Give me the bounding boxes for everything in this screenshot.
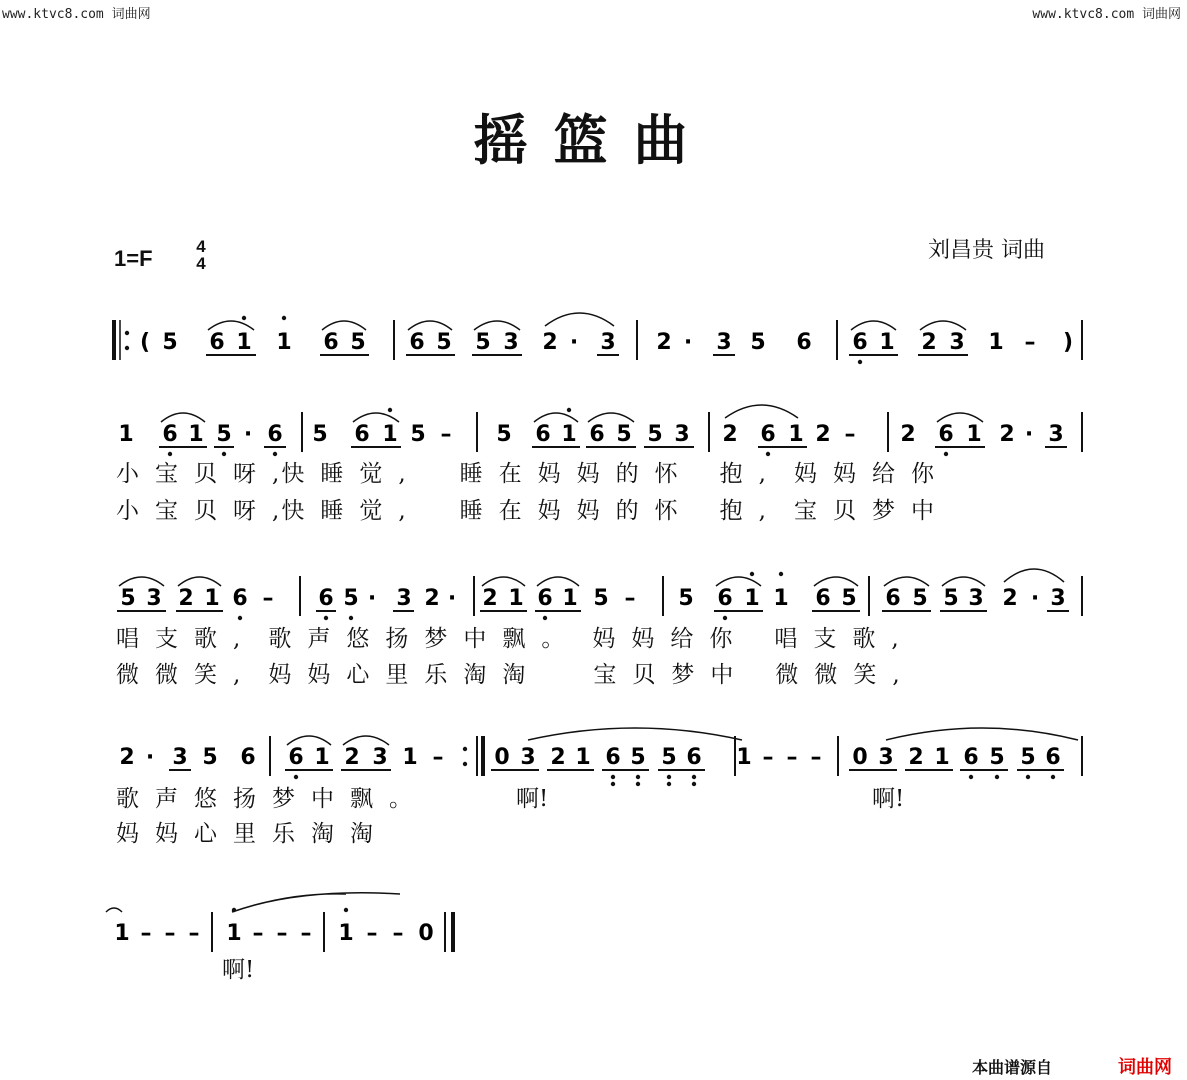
note-row4: 2 [550,745,566,770]
slur [814,577,858,586]
note-row5: – [140,921,152,946]
note-row4: 6 [605,745,621,770]
slur [322,321,366,330]
note-row1: 5 [436,330,452,355]
note-row4: 5 [202,745,218,770]
repeat-dot [463,762,467,766]
note-row1: 6 [409,330,425,355]
footer-source: 本曲谱源自 [972,1058,1053,1077]
key-signature: 1=F [114,246,153,271]
slur [474,321,520,330]
time-top: 4 [196,237,206,256]
note-row5: – [300,921,312,946]
slur [353,413,399,422]
note-row3: 5 [678,586,694,611]
note-row2: 5 [616,422,632,447]
note-row4: 3 [878,745,894,770]
note-row4: · [145,745,155,770]
note-row1: 2 [542,330,558,355]
note-row3: 5 [943,586,959,611]
octave-dot [667,782,671,786]
note-row1: 6 [209,330,225,355]
octave-dot [611,775,615,779]
note-row2: 1 [382,422,398,447]
note-row3: 3 [1050,586,1066,611]
slur [886,728,1078,740]
lyrics-ah-3: 啊! [222,957,255,983]
note-row2: 5 [312,422,328,447]
note-row2: · [243,422,253,447]
slur [1004,569,1064,582]
note-row2: 6 [267,422,283,447]
octave-dot [168,452,172,456]
octave-dot [858,360,862,364]
note-row1: 6 [852,330,868,355]
octave-dot [779,572,783,576]
slur [537,577,579,586]
slur [937,413,983,422]
repeat-dot [125,331,129,335]
octave-dot [723,616,727,620]
octave-dot [995,775,999,779]
slur [716,577,761,586]
octave-dot [750,572,754,576]
note-row3: 6 [717,586,733,611]
note-row2: 6 [162,422,178,447]
note-row1: 1 [879,330,895,355]
slur [208,321,254,330]
note-row5: 0 [418,921,434,946]
octave-dot [344,908,348,912]
note-row2: 1 [966,422,982,447]
slur [119,577,164,586]
octave-dot [636,775,640,779]
note-row3: 5 [912,586,928,611]
author-credit: 刘昌贵 词曲 [928,238,1045,263]
note-row1: · [683,330,693,355]
slur [534,413,578,422]
lyrics-line-2a: 小 宝 贝 呀 ,快 睡 觉 , 睡 在 妈 妈 的 怀 抱 , 妈 妈 给 你 [116,461,934,487]
note-row2: 2 [722,422,738,447]
note-row3: 5 [593,586,609,611]
note-row2: 6 [589,422,605,447]
note-row2: · [1024,422,1034,447]
note-row1: 3 [949,330,965,355]
note-row4: – [810,745,822,770]
repeat-dot [463,747,467,751]
octave-dot [543,616,547,620]
note-row1: 1 [988,330,1004,355]
note-row2: 2 [900,422,916,447]
note-row5: – [276,921,288,946]
note-row1: 3 [503,330,519,355]
octave-dot [282,316,286,320]
note-row2: 3 [674,422,690,447]
note-row3: · [447,586,457,611]
note-row1: 3 [716,330,732,355]
octave-dot [636,782,640,786]
note-row3: 1 [773,586,789,611]
octave-dot [944,452,948,456]
note-row2: – [844,422,856,447]
octave-dot [349,616,353,620]
octave-dot [273,452,277,456]
slur [408,321,452,330]
lyrics-ah-2: 啊! [872,786,905,812]
note-row3: 1 [204,586,220,611]
note-row2: 1 [118,422,134,447]
note-row3: · [1030,586,1040,611]
note-row1: – [1024,330,1036,355]
octave-dot [969,775,973,779]
note-row3: 5 [343,586,359,611]
note-row3: 1 [508,586,524,611]
lyrics-line-3b: 微 微 笑 , 妈 妈 心 里 乐 淘 淘 宝 贝 梦 中 微 微 笑 , [116,662,900,688]
note-row5: 1 [226,921,242,946]
note-row4: 3 [172,745,188,770]
note-row2: 1 [188,422,204,447]
slur [106,908,122,912]
note-row2: 3 [1048,422,1064,447]
note-row4: 6 [1045,745,1061,770]
note-row5: – [188,921,200,946]
repeat-dot [125,346,129,350]
octave-dot [222,452,226,456]
note-row3: 3 [146,586,162,611]
note-row3: – [262,586,274,611]
octave-dot [766,452,770,456]
lyrics-ah-1: 啊! [516,786,549,812]
slur [588,413,634,422]
slur [178,577,221,586]
slur [920,321,966,330]
note-row4: 0 [494,745,510,770]
note-row2: 5 [647,422,663,447]
note-row4: 1 [736,745,752,770]
note-row3: 5 [120,586,136,611]
note-row1: 5 [750,330,766,355]
octave-dot [1026,775,1030,779]
octave-dot [388,408,392,412]
note-row5: – [252,921,264,946]
note-row3: 6 [537,586,553,611]
note-row1: 1 [236,330,252,355]
note-row2: 5 [410,422,426,447]
note-row4: 1 [934,745,950,770]
song-title: 摇篮曲 [473,108,714,172]
note-row1: 2 [656,330,672,355]
note-row1: · [569,330,579,355]
note-row2: 1 [561,422,577,447]
note-row4: 6 [963,745,979,770]
note-row1: 5 [162,330,178,355]
note-row4: 2 [908,745,924,770]
paren: ) [1062,330,1074,355]
lyrics-line-3a: 唱 支 歌 , 歌 声 悠 扬 梦 中 飘 。 妈 妈 给 你 唱 支 歌 , [116,626,899,652]
octave-dot [692,782,696,786]
time-bottom: 4 [196,254,206,273]
note-row4: 1 [314,745,330,770]
slur [287,736,331,745]
watermark-right: www.ktvc8.com 词曲网 [1032,7,1181,22]
note-row3: 1 [562,586,578,611]
slur [851,321,896,330]
note-row5: 1 [114,921,130,946]
lyrics-line-2b: 小 宝 贝 呀 ,快 睡 觉 , 睡 在 妈 妈 的 怀 抱 , 宝 贝 梦 中 [116,498,934,524]
slur [545,313,614,326]
slur [161,413,205,422]
note-row4: 5 [989,745,1005,770]
watermark-left: www.ktvc8.com 词曲网 [2,7,151,22]
note-row3: 2 [178,586,194,611]
note-row4: 1 [575,745,591,770]
note-row2: 2 [815,422,831,447]
lyrics-line-4b: 妈 妈 心 里 乐 淘 淘 [116,821,373,847]
note-row5: – [392,921,404,946]
note-row5: 1 [338,921,354,946]
note-row3: 6 [232,586,248,611]
note-row1: 6 [796,330,812,355]
note-row4: 5 [1020,745,1036,770]
note-row4: 5 [630,745,646,770]
note-row1: 5 [350,330,366,355]
note-row4: 6 [686,745,702,770]
octave-dot [611,782,615,786]
note-row4: – [786,745,798,770]
octave-dot [324,616,328,620]
slur [482,577,525,586]
note-row5: – [164,921,176,946]
note-row2: 2 [999,422,1015,447]
note-row4: 6 [288,745,304,770]
octave-dot [567,408,571,412]
slur [725,405,798,418]
slur [343,736,389,745]
octave-dot [667,775,671,779]
note-row4: – [432,745,444,770]
note-row4: 3 [372,745,388,770]
note-row4: – [762,745,774,770]
note-row3: · [367,586,377,611]
note-row3: 2 [482,586,498,611]
note-row2: 6 [760,422,776,447]
note-row2: 1 [788,422,804,447]
note-row4: 2 [344,745,360,770]
note-row2: 5 [216,422,232,447]
note-row3: 3 [968,586,984,611]
note-row3: 6 [885,586,901,611]
note-row3: 6 [318,586,334,611]
note-row2: 6 [354,422,370,447]
lyrics-line-4a: 歌 声 悠 扬 梦 中 飘 。 [116,786,412,812]
note-row1: 6 [323,330,339,355]
note-row4: 1 [402,745,418,770]
note-row3: 6 [815,586,831,611]
note-row3: 1 [744,586,760,611]
note-row3: – [624,586,636,611]
octave-dot [1051,775,1055,779]
note-row3: 2 [424,586,440,611]
note-row2: 6 [938,422,954,447]
note-row2: 6 [535,422,551,447]
note-row4: 2 [119,745,135,770]
note-row4: 0 [852,745,868,770]
note-row3: 3 [396,586,412,611]
note-row4: 5 [661,745,677,770]
octave-dot [692,775,696,779]
note-row4: 3 [520,745,536,770]
paren: ( [139,330,151,355]
note-row1: 2 [921,330,937,355]
slur [884,577,929,586]
note-row2: 5 [496,422,512,447]
slur [942,577,985,586]
note-row3: 2 [1002,586,1018,611]
octave-dot [242,316,246,320]
tie [232,893,400,912]
note-row4: 6 [240,745,256,770]
octave-dot [294,775,298,779]
note-row2: – [440,422,452,447]
octave-dot [238,616,242,620]
note-row3: 5 [841,586,857,611]
slur [528,728,742,740]
note-row1: 5 [475,330,491,355]
note-row5: – [366,921,378,946]
note-row1: 3 [600,330,616,355]
note-row1: 1 [276,330,292,355]
footer-brand: 词曲网 [1118,1057,1172,1078]
